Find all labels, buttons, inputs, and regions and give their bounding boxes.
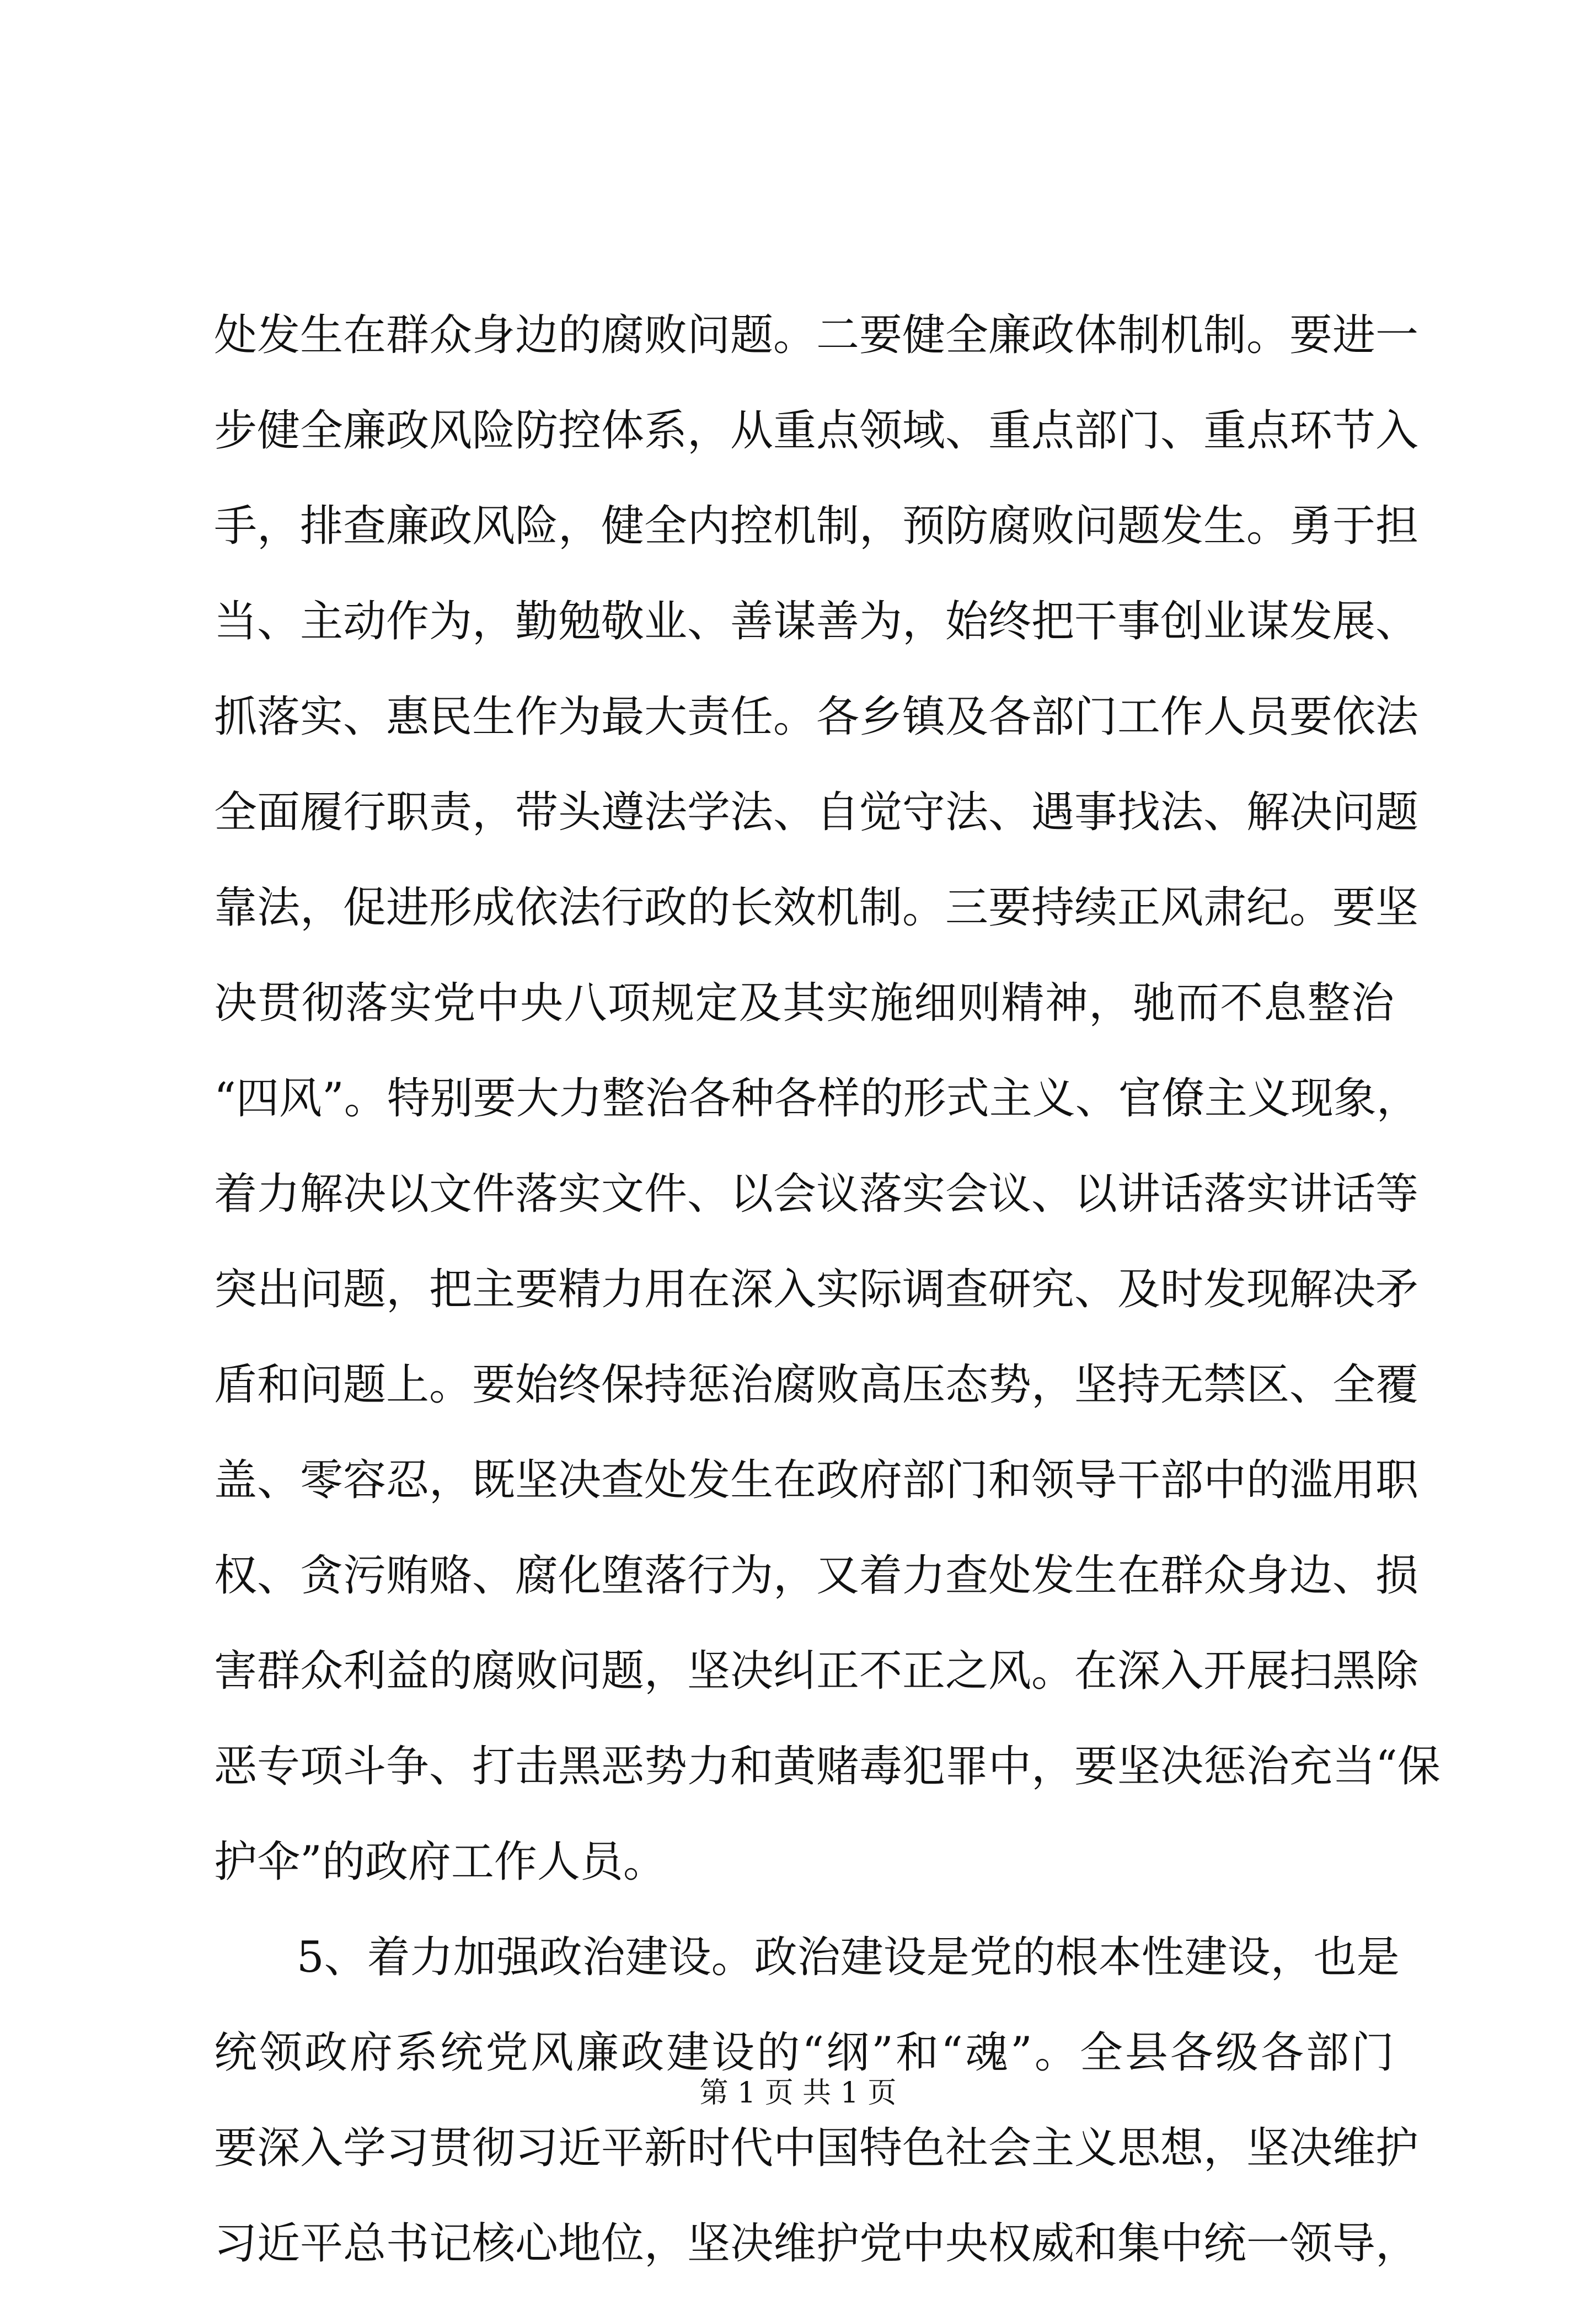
text-line: 护伞”的政府工作人员。 xyxy=(214,1837,666,1887)
text-line: 抓落实、惠民生作为最大责任。各乡镇及各部门工作人员要依法 xyxy=(214,692,1419,742)
document-body xyxy=(214,302,1440,2306)
text-line: 突出问题，把主要精力用在深入实际调查研究、及时发现解决矛 xyxy=(214,1265,1419,1314)
page-footer: 第 1 页 共 1 页 xyxy=(699,2077,897,2110)
text-line: 害群众利益的腐败问题，坚决纠正不正之风。在深入开展扫黑除 xyxy=(214,1646,1419,1696)
text-line: 权、贪污贿赂、腐化堕落行为，又着力查处发生在群众身边、损 xyxy=(214,1551,1419,1601)
text-line: 决贯彻落实党中央八项规定及其实施细则精神，驰而不息整治 xyxy=(214,978,1394,1028)
text-line: 处发生在群众身边的腐败问题。二要健全廉政体制机制。要进一 xyxy=(214,311,1419,360)
text-line-paragraph-start: 5、着力加强政治建设。政治建设是党的根本性建设，也是 xyxy=(297,1933,1400,1982)
text-line: 手，排查廉政风险，健全内控机制，预防腐败问题发生。勇于担 xyxy=(214,501,1419,551)
text-line: “四风”。特别要大力整治各种各样的形式主义、官僚主义现象， xyxy=(214,1074,1420,1123)
text-line: 要深入学习贯彻习近平新时代中国特色社会主义思想，坚决维护 xyxy=(214,2123,1419,2173)
text-line: 盖、零容忍，既坚决查处发生在政府部门和领导干部中的滥用职 xyxy=(214,1456,1419,1505)
text-line: 统领政府系统党风廉政建设的“纲”和“魂”。全县各级各部门 xyxy=(214,2028,1394,2078)
text-line: 习近平总书记核心地位，坚决维护党中央权威和集中统一领导， xyxy=(214,2219,1419,2268)
text-line: 靠法，促进形成依法行政的长效机制。三要持续正风肃纪。要坚 xyxy=(214,883,1419,933)
text-line: 步健全廉政风险防控体系，从重点领域、重点部门、重点环节入 xyxy=(214,406,1419,456)
text-line: 恶专项斗争、打击黑恶势力和黄赌毒犯罪中，要坚决惩治充当“保 xyxy=(214,1742,1440,1791)
text-line: 着力解决以文件落实文件、以会议落实会议、以讲话落实讲话等 xyxy=(214,1169,1419,1219)
text-line: 当、主动作为，勤勉敬业、善谋善为，始终把干事创业谋发展、 xyxy=(214,597,1419,646)
text-line: 全面履行职责，带头遵法学法、自觉守法、遇事找法、解决问题 xyxy=(214,788,1419,837)
text-line: 盾和问题上。要始终保持惩治腐败高压态势，坚持无禁区、全覆 xyxy=(214,1360,1419,1410)
